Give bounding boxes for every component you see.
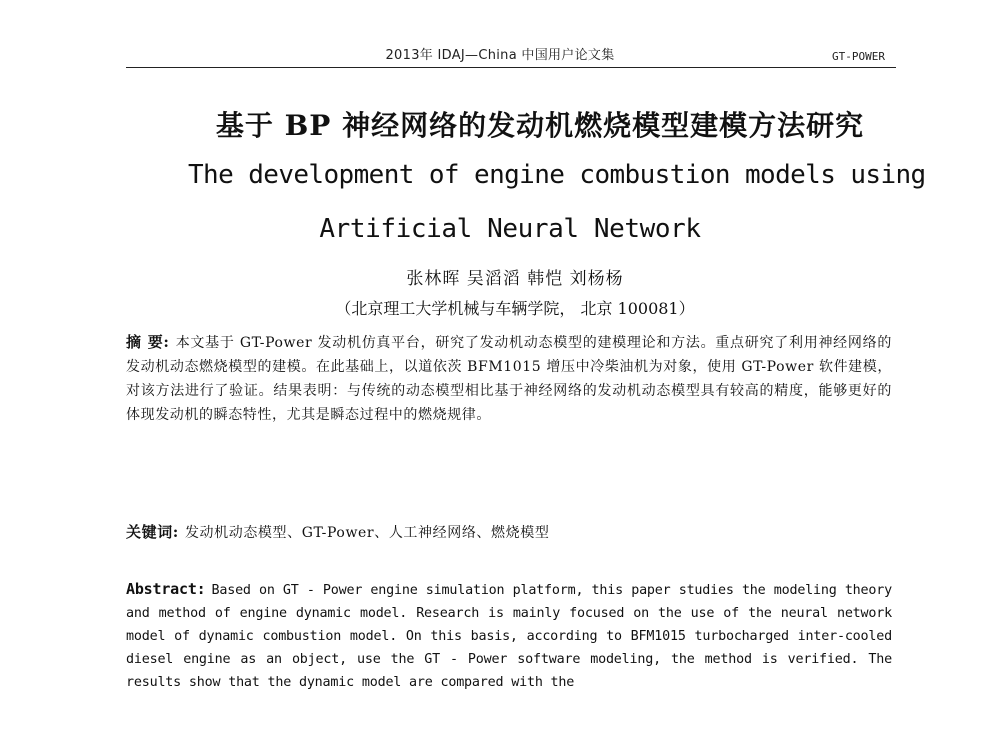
running-header: 2013年 IDAJ—China 中国用户论文集 [385, 48, 615, 63]
paper-title-english-line1: The development of engine combustion models using [188, 160, 926, 190]
abstract-chinese [126, 330, 892, 427]
paper-title-english-line2: Artificial Neural Network [319, 214, 701, 244]
keywords-label: 关键词: [126, 523, 179, 541]
paper-title-chinese: 基于 BP 神经网络的发动机燃烧模型建模方法研究 [215, 109, 865, 142]
abstract-chinese-text: 本文基于 GT-Power 发动机仿真平台，研究了发动机动态模型的建模理论和方法。重点研究了利用神经网络的发动机动态燃烧模型的建模。在此基础上，以道依茨 BFM1015 增压中冷柴油机为对象，使用 GT-Power 软件建模，对该方法进行了验证。结果表明：与传统的动态模型相比基于神经网络的发动机动态模型具有较高的精度，能够更好的体现发动机的瞬态特性，尤其是瞬态过程中的燃烧规律。 [126, 335, 892, 423]
abstract-english [126, 578, 892, 694]
header-section-label: GT-POWER [832, 50, 885, 63]
abstract-english-label: Abstract: [126, 580, 206, 598]
keywords-section [126, 520, 892, 545]
author-list: 张林晖 吴滔滔 韩恺 刘杨杨 [406, 269, 624, 289]
abstract-english-text: Based on GT - Power engine simulation platform, this paper studies the modeling theory and method of engine dynamic model. Research is mainly focused on the use of the neural network model of dynamic combustion model. On this basis, according to BFM1015 turbocharged inter-cooled diesel engine as an object, use the GT - Power software modeling, the method is verified. The results show that the dynamic model are compared with the [126, 583, 892, 690]
abstract-chinese-label: 摘 要: [126, 333, 170, 351]
author-affiliation: （北京理工大学机械与车辆学院， 北京 100081） [335, 299, 695, 318]
keywords-text: 发动机动态模型、GT-Power、人工神经网络、燃烧模型 [184, 525, 550, 541]
header-divider [126, 67, 896, 68]
